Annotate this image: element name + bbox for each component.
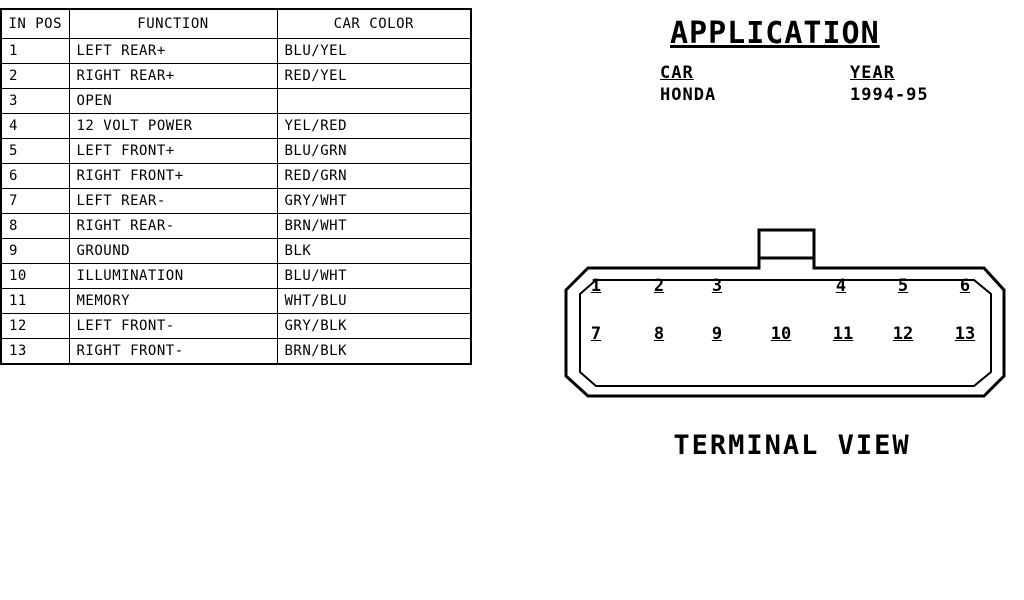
pin-label-6: 6	[959, 276, 971, 296]
cell-function: LEFT REAR+	[69, 39, 277, 64]
pin-label-2: 2	[653, 276, 665, 296]
cell-pin: 2	[1, 64, 69, 89]
table-row	[1, 164, 471, 189]
cell-function: 12 VOLT POWER	[69, 114, 277, 139]
cell-function: GROUND	[69, 239, 277, 264]
pin-label-9: 9	[711, 324, 723, 344]
cell-pin: 1	[1, 39, 69, 64]
pin-label-12: 12	[892, 324, 914, 344]
column-header-car-color: CAR COLOR	[277, 9, 471, 39]
table-row	[1, 314, 471, 339]
cell-pin: 10	[1, 264, 69, 289]
cell-car-color: BRN/WHT	[277, 214, 471, 239]
cell-function: LEFT FRONT-	[69, 314, 277, 339]
cell-car-color: BLU/YEL	[277, 39, 471, 64]
column-header-pin: IN POS	[1, 9, 69, 39]
cell-function: OPEN	[69, 89, 277, 114]
cell-function: LEFT REAR-	[69, 189, 277, 214]
cell-car-color: BLK	[277, 239, 471, 264]
application-value-row	[660, 83, 1000, 105]
table-row	[1, 89, 471, 114]
connector-outline-icon	[548, 228, 1018, 418]
car-label: CAR	[660, 63, 694, 83]
table-row	[1, 289, 471, 314]
year-label: YEAR	[850, 63, 895, 83]
cell-function: RIGHT REAR-	[69, 214, 277, 239]
application-header-row	[660, 63, 1000, 83]
car-value: HONDA	[660, 85, 717, 105]
table-header-row	[1, 9, 471, 39]
table-row	[1, 39, 471, 64]
pin-label-10: 10	[770, 324, 792, 344]
cell-pin: 12	[1, 314, 69, 339]
cell-function: RIGHT REAR+	[69, 64, 277, 89]
cell-function: RIGHT FRONT-	[69, 339, 277, 365]
cell-function: ILLUMINATION	[69, 264, 277, 289]
pin-label-1: 1	[590, 276, 602, 296]
table	[0, 8, 472, 365]
pin-label-5: 5	[897, 276, 909, 296]
cell-car-color	[277, 89, 471, 114]
table-row	[1, 264, 471, 289]
cell-pin: 11	[1, 289, 69, 314]
cell-pin: 5	[1, 139, 69, 164]
cell-car-color: RED/YEL	[277, 64, 471, 89]
table-row	[1, 189, 471, 214]
cell-pin: 13	[1, 339, 69, 365]
cell-pin: 3	[1, 89, 69, 114]
pin-label-11: 11	[832, 324, 854, 344]
cell-car-color: WHT/BLU	[277, 289, 471, 314]
cell-car-color: YEL/RED	[277, 114, 471, 139]
cell-pin: 6	[1, 164, 69, 189]
cell-car-color: GRY/BLK	[277, 314, 471, 339]
cell-car-color: GRY/WHT	[277, 189, 471, 214]
pin-label-7: 7	[590, 324, 602, 344]
pin-label-3: 3	[711, 276, 723, 296]
table-row	[1, 214, 471, 239]
table-row	[1, 139, 471, 164]
year-value: 1994-95	[850, 85, 929, 105]
cell-pin: 9	[1, 239, 69, 264]
cell-car-color: BRN/BLK	[277, 339, 471, 365]
pin-label-13: 13	[954, 324, 976, 344]
cell-pin: 8	[1, 214, 69, 239]
pin-assignment-table	[0, 8, 470, 365]
terminal-view-caption: TERMINAL VIEW	[673, 430, 911, 461]
cell-pin: 7	[1, 189, 69, 214]
cell-car-color: BLU/WHT	[277, 264, 471, 289]
table-row	[1, 339, 471, 365]
pin-label-8: 8	[653, 324, 665, 344]
table-row	[1, 114, 471, 139]
cell-pin: 4	[1, 114, 69, 139]
table-row	[1, 64, 471, 89]
cell-function: LEFT FRONT+	[69, 139, 277, 164]
cell-car-color: BLU/GRN	[277, 139, 471, 164]
application-title: APPLICATION	[670, 16, 880, 51]
cell-car-color: RED/GRN	[277, 164, 471, 189]
application-block	[660, 16, 1000, 105]
column-header-function: FUNCTION	[69, 9, 277, 39]
pin-label-4: 4	[835, 276, 847, 296]
table-row	[1, 239, 471, 264]
cell-function: RIGHT FRONT+	[69, 164, 277, 189]
cell-function: MEMORY	[69, 289, 277, 314]
